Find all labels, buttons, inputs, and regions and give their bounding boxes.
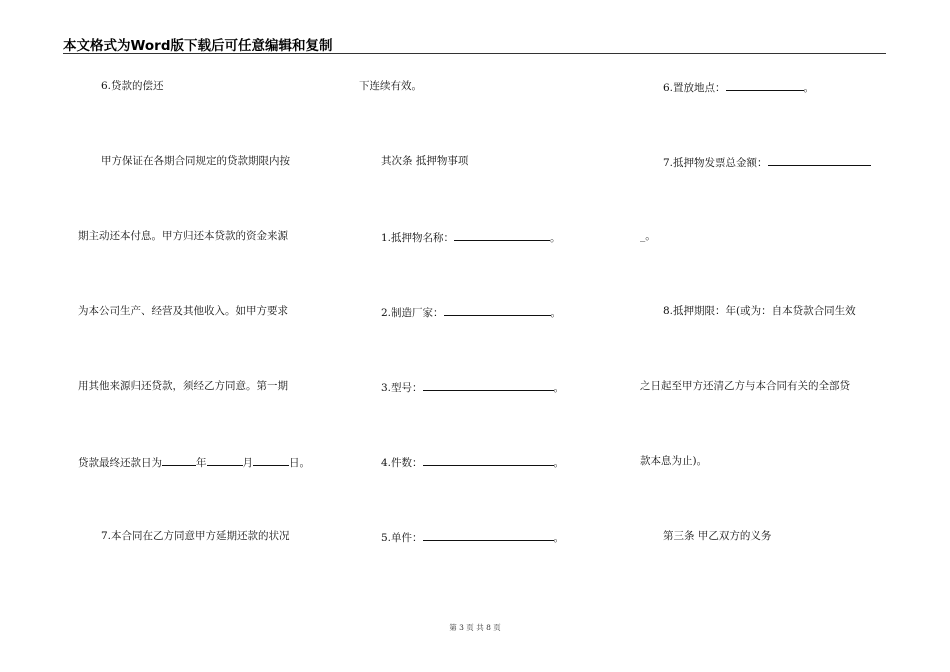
- collateral-name-label: 1.抵押物名称：: [381, 232, 455, 244]
- col1-line-5: 用其他来源归还贷款，须经乙方同意。第一期: [78, 380, 288, 392]
- invoice-amount-blank: [768, 154, 871, 166]
- line-end-mark: 。: [550, 232, 561, 244]
- line-end-mark: 。: [803, 82, 815, 94]
- model-label: 3.型号：: [381, 382, 423, 394]
- collateral-name-blank: [454, 229, 550, 241]
- unit-blank: [423, 529, 554, 541]
- col2-line-manufacturer: [381, 304, 561, 320]
- model-blank: [423, 379, 554, 391]
- col2-line-unit: [381, 529, 564, 545]
- location-blank: [726, 79, 804, 91]
- day-blank: [253, 454, 289, 466]
- col3-line-5: 之日起至甲方还清乙方与本合同有关的全部贷: [640, 380, 850, 392]
- line-end-mark: 。: [553, 382, 565, 394]
- location-label: 6.置放地点：: [663, 82, 726, 94]
- manufacturer-blank: [444, 304, 551, 316]
- col1-line-4: 为本公司生产、经营及其他收入。如甲方要求: [78, 305, 288, 317]
- col2-line-collateral-name: [381, 229, 561, 245]
- line-end-mark: 。: [550, 307, 562, 319]
- manufacturer-label: 2.制造厂家：: [381, 307, 444, 319]
- quantity-blank: [423, 454, 554, 466]
- col1-line-6: [78, 454, 310, 470]
- col2-line-model: [381, 379, 564, 395]
- page-header: [63, 34, 886, 54]
- col1-line-3: 期主动还本付息。甲方归还本贷款的资金来源: [78, 230, 288, 242]
- unit-label: 5.单件：: [381, 532, 423, 544]
- year-blank: [162, 454, 196, 466]
- line-end-mark: 。: [553, 532, 565, 544]
- col3-heading: 第三条 甲乙双方的义务: [663, 530, 772, 542]
- col3-line-location: [663, 79, 814, 95]
- col1-line-1: 6.贷款的偿还: [101, 80, 164, 92]
- invoice-amount-label: 7.抵押物发票总金额：: [663, 157, 768, 169]
- col3-line-6: 款本息为止)。: [640, 455, 708, 467]
- col3-line-invoice: [663, 154, 871, 170]
- header-title: 本文格式为Word版下载后可任意编辑和复制: [63, 38, 333, 54]
- col3-line-3: _。: [640, 230, 656, 242]
- day-label: 日。: [289, 457, 310, 469]
- line-end-mark: 。: [553, 457, 565, 469]
- repay-date-label: 贷款最终还款日为: [78, 457, 162, 469]
- col3-line-term: 8.抵押期限：年(或为：自本贷款合同生效: [663, 305, 856, 317]
- col2-line-quantity: [381, 454, 564, 470]
- col2-heading: 其次条 抵押物事项: [381, 155, 469, 167]
- col1-line-7: 7.本合同在乙方同意甲方延期还款的状况: [101, 530, 290, 542]
- month-blank: [207, 454, 243, 466]
- col2-line-1: 下连续有效。: [359, 80, 422, 92]
- page-number: 第 3 页 共 8 页: [449, 623, 501, 632]
- year-label: 年: [196, 457, 207, 469]
- month-label: 月: [242, 457, 253, 469]
- col1-line-2: 甲方保证在各期合同规定的贷款期限内按: [101, 155, 290, 167]
- quantity-label: 4.件数：: [381, 457, 423, 469]
